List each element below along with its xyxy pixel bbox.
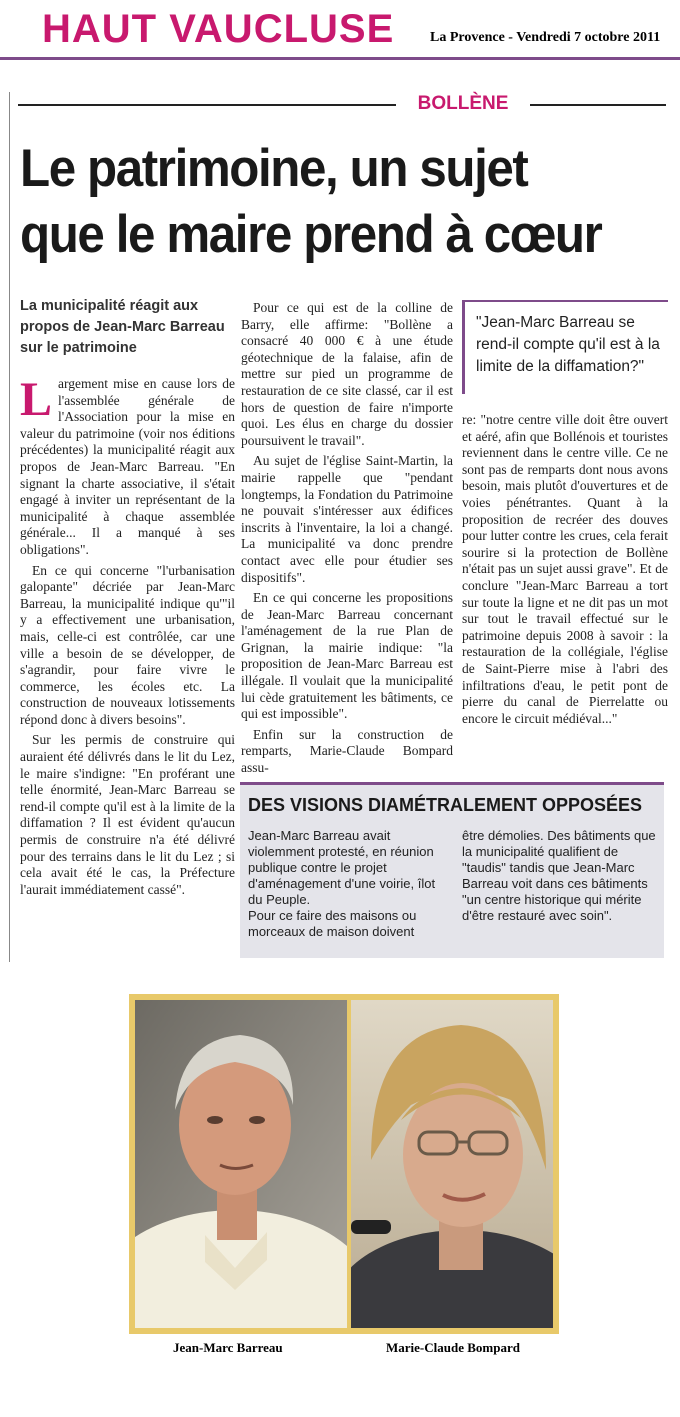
section-title: HAUT VAUCLUSE <box>42 7 395 51</box>
rubric-label: BOLLÈNE <box>417 93 509 114</box>
article-paragraph: Enfin sur la construction de remparts, Marie-Claude Bompard assu- <box>241 726 453 776</box>
rubric <box>18 92 666 116</box>
article-paragraph: En ce qui concerne "l'urbanisation galopante" décriée par Jean-Marc Barreau, la municipalité indique qu'"il y a effectivement une urbanisation, mais, celle-ci est contrôlée, car une ville a besoin de se développer, de s'agrandir, pour faire vivre le commerce, les écoles etc. La construction de nouveaux lotissements répond donc à divers besoins". <box>20 562 235 727</box>
photo-caption-left: Jean-Marc Barreau <box>173 1340 283 1355</box>
masthead-rule <box>0 57 680 60</box>
masthead <box>0 0 680 58</box>
portrait-woman-illustration <box>351 1000 553 1328</box>
article-column-1 <box>20 373 235 898</box>
paragraph-text: argement mise en cause lors de l'assemblée générale de l'Association pour la mise en valeur du patrimoine (voir nos éditions précédentes) la municipalité réagit aux propos de Jean-Marc Barreau. "En signant la charte associative, il s'était engagé à inviter un représentant de la municipalité à chaque assemblée générale... Il a manqué à ses obligations". <box>20 376 235 557</box>
publication-line: La Provence - Vendredi 7 octobre 2011 <box>430 30 661 45</box>
sidebar-column-2 <box>462 828 658 924</box>
pull-quote-rule-left <box>462 300 465 394</box>
photo-jean-marc-barreau <box>135 1000 347 1328</box>
sidebar-paragraph: Pour ce faire des maisons ou morceaux de maison doivent <box>248 908 417 939</box>
headline-line-2: que le maire prend à cœur <box>20 205 602 264</box>
pull-quote <box>462 300 668 394</box>
photo-marie-claude-bompard <box>351 1000 553 1328</box>
page-gutter-line <box>9 92 10 962</box>
article-paragraph: Sur les permis de construire qui auraient été délivrés dans le lit du Lez, le maire s'indigne: "En proférant une telle énormité, Jean-Marc Barreau se rend-il compte qu'il est à la limite de la diffamation ? Il est évident qu'aucun permis de construire n'a été délivré pour des terrains dans le lit du Lez ; si cela avait été le cas, la Préfecture l'aurait immédiatement cassé". <box>20 732 235 897</box>
sidebar-column-1 <box>248 828 452 940</box>
photo-caption-right: Marie-Claude Bompard <box>386 1340 520 1355</box>
pull-quote-rule-top <box>462 300 668 302</box>
article-paragraph: Au sujet de l'église Saint-Martin, la mairie rappelle que "pendant longtemps, la Fondation du Patrimoine ne pouvait s'intéresser aux édifices inscrits à l'inventaire, la loi a changé. La municipalité va donc prendre contact avec elle pour étudier ses dispositifs". <box>241 453 453 585</box>
headline <box>20 136 625 268</box>
sidebar-title: DES VISIONS DIAMÉTRALEMENT OPPOSÉES <box>248 795 643 815</box>
rubric-rule-left <box>18 104 396 106</box>
sidebar-paragraph: Jean-Marc Barreau avait violemment protesté, en réunion publique contre le projet d'aménagement d'une voirie, îlot du Peuple. <box>248 828 436 907</box>
headline-line-1: Le patrimoine, un sujet <box>20 139 528 198</box>
article-paragraph: re: "notre centre ville doit être ouvert et aéré, afin que Bollénois et touristes reviennent dans le centre ville. Ce ne sont pas de remparts dont nous avons besoin, mais plutôt d'ouvertures et de voies pénétrantes. Quant à la proposition de recréer des douves pour lutter contre les crues, cela ferait sourire si la protection de Bollène n'était pas un sujet aussi grave". Et de conclure "Jean-Marc Barreau a tort sur toute la ligne et ne dit pas un mot sur tout le travail effectué sur le patrimoine depuis 2008 à savoir : la restauration de la collégiale, l'église de Saint-Pierre mise à l'abri des infiltrations d'eau, le petit pont de pierre du canal de Pierrelatte ou encore le circuit médiéval..." <box>462 412 668 726</box>
standfirst: La municipalité réagit aux propos de Jean-Marc Barreau sur le patrimoine <box>20 298 225 356</box>
article-column-3 <box>462 412 668 727</box>
article-paragraph: En ce qui concerne les propositions de Jean-Marc Barreau concernant l'aménagement de la rue Plan de Grignan, la mairie indique: "la proposition de Jean-Marc Barreau est illégale. Il voulait que la municipalité lui cède gratuitement les bâtiments, ce qui est impossible". <box>241 590 453 722</box>
photo-frame <box>129 994 559 1334</box>
pull-quote-text: "Jean-Marc Barreau se rend-il compte qu'il est à la limite de la diffamation?" <box>476 314 660 375</box>
rubric-rule-right <box>530 104 666 106</box>
portrait-man-illustration <box>135 1000 347 1328</box>
article-column-2 <box>241 300 453 777</box>
sidebar-paragraph: être démolies. Des bâtiments que la municipalité qualifient de "taudis" tandis que Jean-Marc Barreau voit dans ces bâtiments "un centre historique qui mérite d'être restauré avec soin". <box>462 828 656 923</box>
sidebar-rule <box>240 782 664 785</box>
sidebar-box <box>240 782 664 958</box>
article-paragraph: Pour ce qui est de la colline de Barry, elle affirme: "Bollène a consacré 40 000 € à une étude géotechnique de la falaise, afin de mettre sur pied un programme de restauration de ce site classé, car il est hors de question de faire n'importe quoi. Les élus en charge du dossier poursuivent le travail". <box>241 300 453 448</box>
drop-cap: L <box>20 373 53 426</box>
article-paragraph <box>20 373 235 559</box>
